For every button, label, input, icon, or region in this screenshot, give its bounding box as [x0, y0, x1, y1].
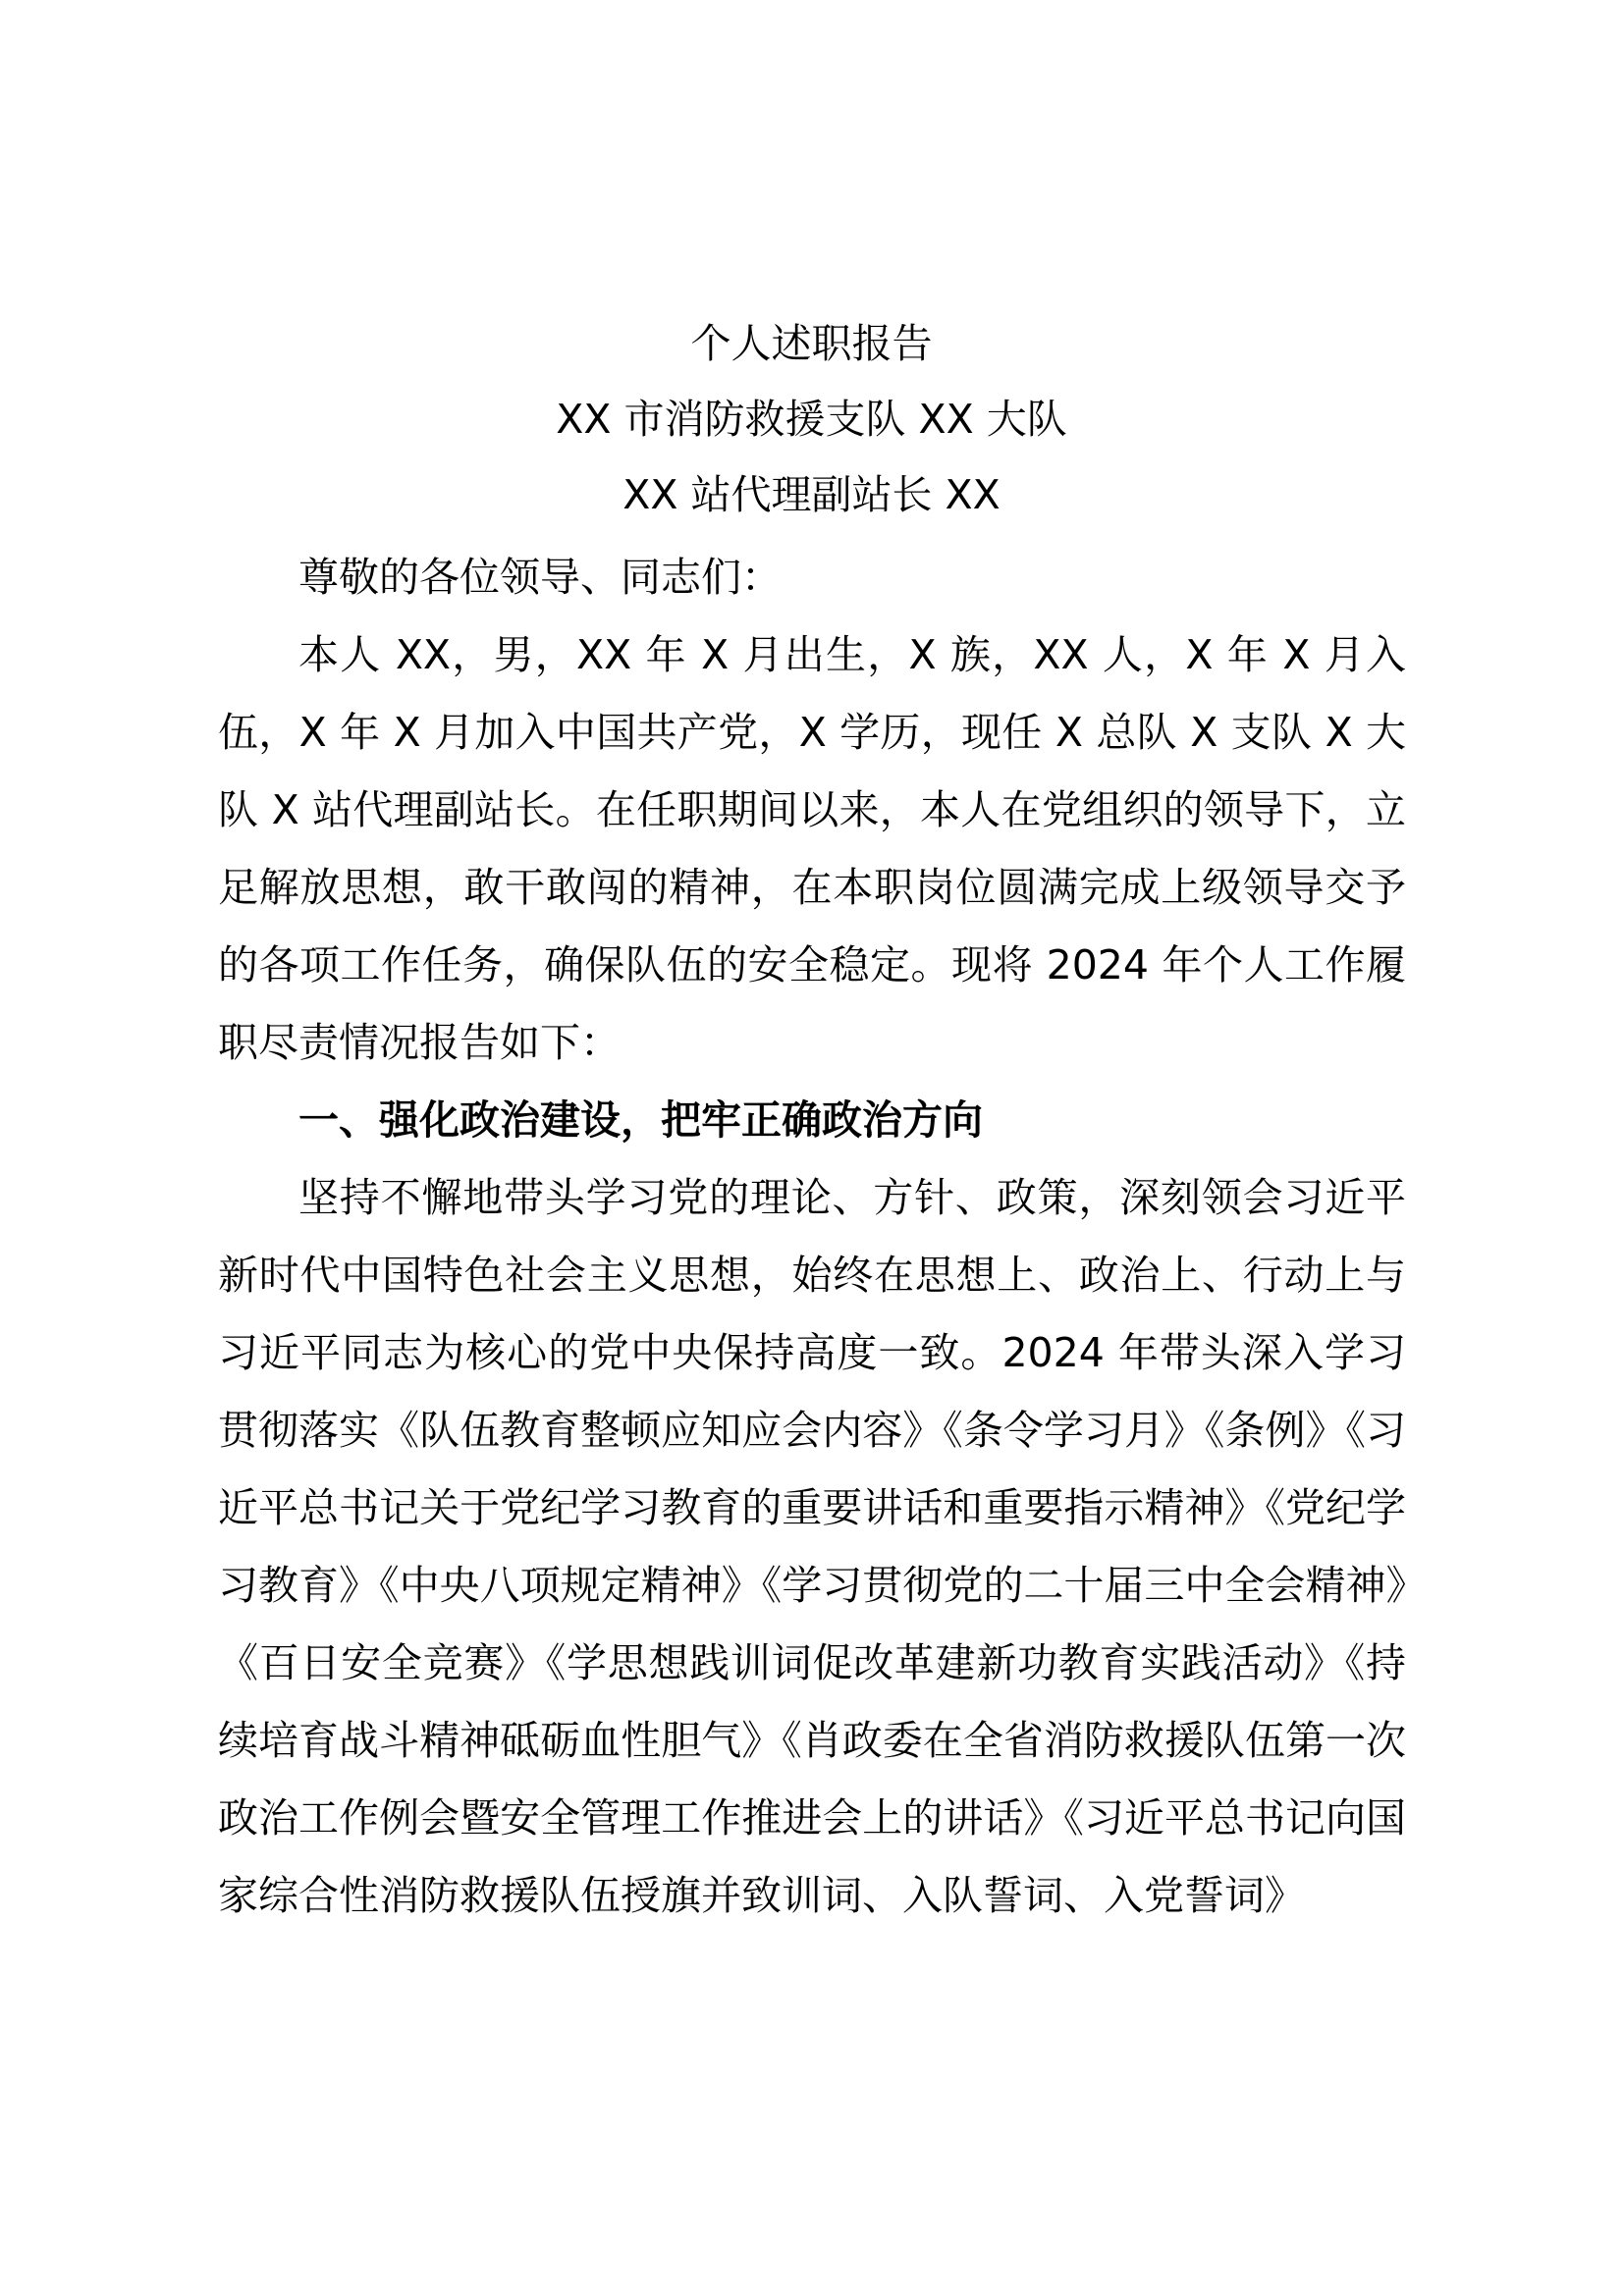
section-1-paragraph: 坚持不懈地带头学习党的理论、方针、政策，深刻领会习近平新时代中国特色社会主义思想，始终在思想上、政治上、行动上与习近平同志为核心的党中央保持高度一致。2024 年带头深入学习贯彻落实《队伍教育整顿应知应会内容》《条令学习月》《条例》《习近平总书记关于党纪学习教育的重要讲话和重要指示精神》《党纪学习教育》《中央八项规定精神》《学习贯彻党的二十届三中全会精神》《百日安全竞赛》《学思想践训词促改革建新功教育实践活动》《持续培育战斗精神砥砺血性胆气》《肖政委在全省消防救援队伍第一次政治工作例会暨安全管理工作推进会上的讲话》《习近平总书记向国家综合性消防救援队伍授旗并致训词、入队誓词、入党誓词》: [218, 1174, 1406, 1919]
intro-paragraph: 本人 XX，男，XX 年 X 月出生，X 族，XX 人，X 年 X 月入伍，X 年 X 月加入中国共产党，X 学历，现任 X 总队 X 支队 X 大队 X 站代理副站长。在任职期间以来，本人在党组织的领导下，立足解放思想，敢干敢闯的精神，在本职岗位圆满完成上级领导交予的各项工作任务，确保队伍的安全稳定。现将 2024 年个人工作履职尽责情况报告如下：: [218, 631, 1406, 1066]
title-line-unit: XX 市消防救援支队 XX 大队: [556, 396, 1067, 443]
document-title: [0, 306, 1623, 533]
title-line-report: 个人述职报告: [690, 320, 933, 367]
title-line-position: XX 站代理副站长 XX: [622, 471, 1001, 518]
section-1-heading: 一、强化政治建设，把牢正确政治方向: [298, 1096, 983, 1144]
document-body: [218, 539, 1406, 1935]
salutation: 尊敬的各位领导、同志们：: [298, 554, 782, 601]
